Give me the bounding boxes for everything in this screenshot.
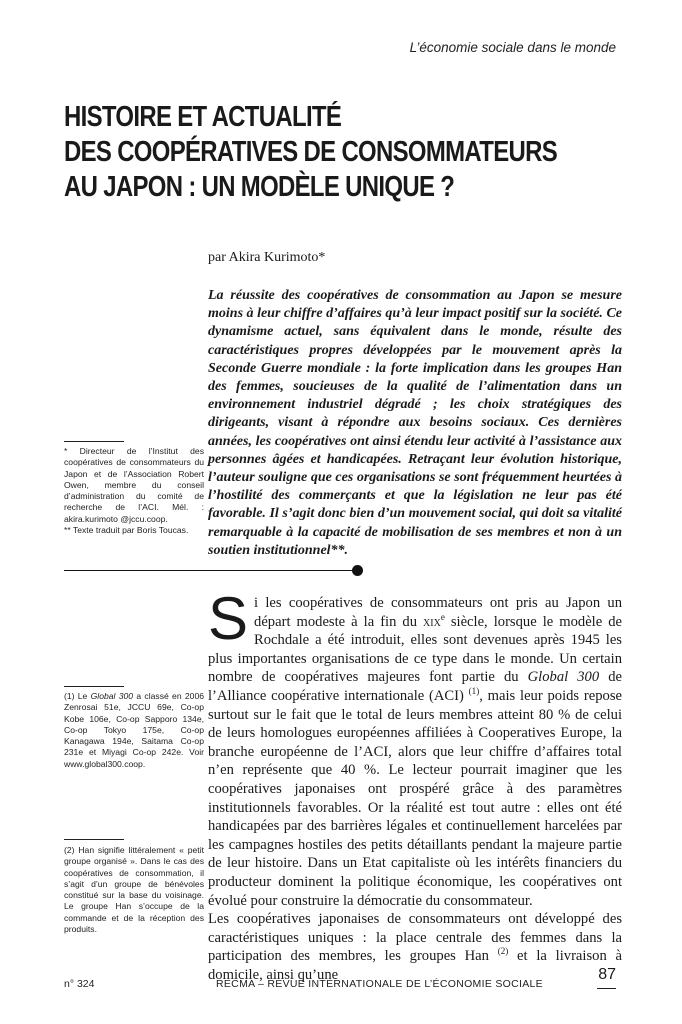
p1-d: , mais leur poids repose surtout sur le fait que le total de leurs membres atteint 80 % de celui de leurs homologues européennes affiliées à Cooperatives Europe, la branche européenne de l’ACI, alors que leur chiffre d’affaires total n’en représente que 40 %. Le lecteur pourrait imaginer que les coopératives japonaises ont prospéré grâce à des paramètres institutionnels favorables. Or la réalité est tout autre : elles ont été handicapées par des barrières légales et continuellement harcelées par les campagnes hostiles des petits détaillants pendant la majeure partie de leur histoire. Dans un Etat capitaliste où les intérêts financiers du producteur dominent la politique économique, les coopératives ont évolué pour construire la démocratie du consommateur. [208, 687, 622, 909]
body-text [208, 585, 622, 984]
body-paragraph-1 [208, 585, 622, 910]
issue-number: n° 324 [64, 978, 95, 990]
section-separator-dot [352, 565, 363, 576]
body-paragraph-2 [208, 910, 622, 984]
running-title: L’économie sociale dans le monde [409, 40, 616, 55]
page-number: 87 [598, 966, 616, 983]
footnote-author [64, 446, 204, 536]
footnote-1 [64, 691, 204, 770]
footnote-rule [64, 441, 124, 442]
p1-b: siècle, lorsque le modèle de Rochdale a été introduit, elles sont devenues après 1945 les plus importantes organisations de ce type dans le monde. Un certain nombre de coopératives majeures font partie du [208, 613, 622, 686]
footnote-ref-1: (1) [468, 686, 480, 697]
drop-cap: S [208, 585, 249, 652]
footnote-ref-2: (2) [497, 946, 509, 957]
p1-c: de l’Alliance coopérative internationale (ACI) [208, 669, 622, 704]
footnote-rule [64, 839, 124, 840]
article-title [64, 100, 558, 205]
century-superscript: e [440, 611, 445, 622]
p1-italic: Global 300 [527, 669, 600, 686]
footnote-translator-text: ** Texte traduit par Boris Toucas. [64, 525, 189, 536]
page-number-rule [597, 988, 616, 989]
author-byline: par Akira Kurimoto* [208, 250, 326, 265]
footnote-1-prefix: (1) Le [64, 691, 91, 701]
footnote-2: (2) Han signifie littéralement « petit groupe organisé ». Dans le cas des coopératives de consommation, il s’agit d’un groupe de bénévoles constitué sur la base du voisinage. Le groupe Han s’occupe de la commande et de la réception des produits. [64, 845, 204, 935]
p2-b: et la livraison à domicile, ainsi qu’une [208, 948, 622, 983]
footnote-author-text: * Directeur de l’Institut des coopératives de consommateurs du Japon et de l’Association Robert Owen, membre du conseil d’administration du comité de recherche de l’ACI. Mél. : akira.kurimoto @jccu.coop. [64, 446, 204, 524]
title-line-2: DES COOPÉRATIVES DE CONSOMMATEURS [64, 136, 558, 168]
century-numeral: xix [423, 613, 441, 630]
p2-a: Les coopératives japonaises de consommateurs ont développé des caractéristiques uniques : la place centrale des femmes dans la participation des membres, les groupes Han [208, 911, 622, 965]
journal-name: RECMA – REVUE INTERNATIONALE DE L’ÉCONOMIE SOCIALE [216, 978, 543, 990]
footnote-1-italic: Global 300 [90, 691, 134, 701]
footnote-rule [64, 686, 124, 687]
p1-a: i les coopératives de consommateurs ont pris au Japon un départ modeste à la fin du [254, 595, 622, 630]
abstract: La réussite des coopératives de consommation au Japon se mesure moins à leur chiffre d’affaires qu’à leur impact positif sur la société. Ce dynamisme actuel, sans équivalent dans le monde, résulte des caractéristiques propres développées par le mouvement après la Seconde Guerre mondiale : la forte implication dans les groupes Han des femmes, soucieuses de la qualité de l’alimentation dans un environnement industriel dégradé ; les choix stratégiques des dirigeants, visant à répondre aux besoins sociaux. Ces dernières années, les coopératives ont ainsi étendu leur activité à l’assistance aux personnes âgées et handicapées. Retraçant leur évolution historique, l’auteur souligne que ces organisations se sont fréquemment heurtées à l’hostilité des commerçants et que la législation ne leur pas été favorable. Il s’agit donc bien d’un mouvement social, qui doit sa vitalité remarquable à la capacité de mobilisation de ses membres et non à un soutien institutionnel**. [208, 288, 622, 558]
title-line-3: AU JAPON : UN MODÈLE UNIQUE ? [64, 171, 455, 203]
footnote-1-rest: a classé en 2006 Zenrosai 51e, JCCU 69e, Co-op Kobe 106e, Co-op Sapporo 134e, Co-op Tokyo 175e, Co-op Kanagawa 194e, Saitama Co-op 231e et Miyagi Co-op 242e. Voir www.global300.coop. [64, 691, 205, 769]
title-line-1: HISTOIRE ET ACTUALITÉ [64, 101, 342, 133]
section-separator-line [64, 570, 356, 571]
